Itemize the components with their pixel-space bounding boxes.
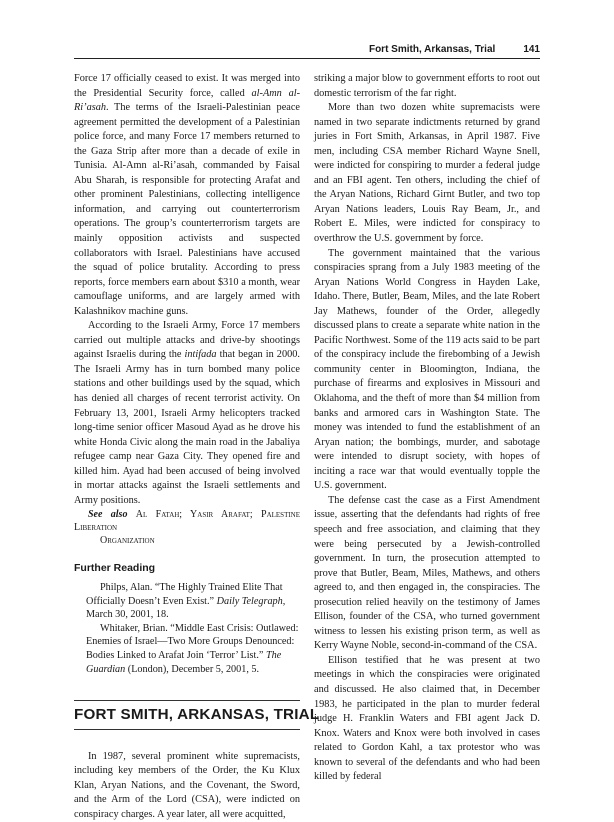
- body-paragraph: [74, 72, 300, 319]
- see-also-label: See also: [88, 509, 128, 521]
- text-run: that began in 2000. The Israeli Army has in turn bombed many police stations and other buildings used by the squad, which has denied all charges of recent terrorist activity. On February 13, 2001, Israeli Army helicopters tracked long-time senior officer Masoud Ayad as he drove his white Honda Civic along the main road in the Jabaliya refugee camp near Gaza City. They opened fire and killed him. Ayad had been accused of being involved in mortar attacks against the Israeli settlements and Army positions.: [74, 349, 300, 506]
- text-run: Whitaker, Brian. “Middle East Crisis: Outlawed: Enemies of Israel—Two More Groups Denounced: Bodies Linked to Arafat Join ‘Terror’ List.”: [86, 622, 299, 661]
- section-rule-top: [74, 700, 300, 701]
- reference-entry: [74, 581, 300, 622]
- italic-source: The Guardian: [86, 649, 282, 675]
- left-column: [74, 72, 320, 822]
- text-run: (London), December 5, 2001, 5.: [125, 663, 260, 675]
- body-paragraph: More than two dozen white supremacists were named in two separate indictments returned by grand juries in Fort Smith, Arkansas, in April 1987. Five men, including CSA member Richard Wayne Snell, were indicted for conspiring to murder a federal judge and an FBI agent. Ten others, including the chief of the Aryan Nations, Richard Girnt Butler, and two top Aryan Nations leaders, Louis Ray Beam, Jr., and Robert E. Miles, were indicted for conspiracy to overthrow the U.S. government by force.: [314, 102, 540, 245]
- italic-term: intifada: [184, 349, 217, 361]
- see-also-entries-continued: Organization: [100, 535, 155, 547]
- body-paragraph: striking a major blow to government efforts to root out domestic terrorism of the far right.: [314, 73, 540, 99]
- body-paragraph: The government maintained that the various conspiracies sprang from a July 1983 meeting of the Aryan Nations World Congress in Hayden Lake, Idaho. There, Butler, Beam, Miles, and the late Robert Jay Mathews, founder of the Order, allegedly discussed plans to create a separate white nation in the Pacific Northwest. Some of the 119 acts said to be part of the conspiracy include the firebombing of a Jewish community center in Bloomington, Indiana, the purchase of firearms and explosives in Missouri and Oklahoma, and the theft of more than $4 million from banks and armored cars in Washington State. The money was intended to fund the establishment of an Aryan nation; the bombings, murder, and sabotage were intended to disrupt society, with hopes of inciting a race war that would eventually topple the U.S. government.: [314, 247, 540, 492]
- running-head-title: Fort Smith, Arkansas, Trial: [368, 44, 496, 55]
- reference-entry: [74, 622, 300, 676]
- text-run: According to the Israeli Army, Force 17 members carried out multiple attacks and drive-by shootings against Israelis during the: [74, 320, 300, 361]
- body-paragraph: The defense cast the case as a First Amendment issue, asserting that the defendants had rights of free speech and free association, and claiming that they were being persecuted by a Jewish-controlled government. In turn, the prosecution attempted to prove that Butler, Beam, Miles, Mathews, and others agreed to, and then engaged in, the conspiracies. The prosecution relied heavily on the testimony of James Ellison, founder of the CSA, who turned government witness to lessen his existing prison term, as well as Kerry Wayne Noble, second-in-command of the CSA.: [314, 494, 540, 652]
- further-reading-heading: Further Reading: [74, 562, 156, 575]
- text-run: . The terms of the Israeli-Palestinian peace agreement permitted the development of a Palestinian police force, and many Force 17 members returned to the Gaza Strip after more than a decade of exile in Tunisia. Al-Amn al-Ri’asah, commanded by Faisal Abu Sharah, is responsible for protecting Arafat and other prominent Palestinians, collecting intelligence information, and carrying out counterterrorism operations. The group’s counterterrorism targets are mainly opposition activists and suspected collaborators with Israel. Palestinians have accused the squad of police brutality. According to press reports, force members earn about $310 a month, wear camouflage uniforms, and are largely armed with Kalashnikov machine guns.: [74, 102, 300, 317]
- text-run: Philps, Alan. “The Highly Trained Elite That Officially Doesn’t Even Exist.”: [86, 581, 283, 607]
- running-head: [74, 44, 540, 59]
- text-run: Force 17 officially ceased to exist. It was merged into the Presidential Security force, called: [74, 73, 300, 99]
- italic-term: al-Amn al-Ri’asah: [74, 87, 301, 114]
- italic-source: Daily Telegraph,: [216, 595, 286, 607]
- body-paragraph: [74, 319, 300, 508]
- page-number: 141: [523, 44, 540, 55]
- see-also: [74, 508, 300, 547]
- right-column: [314, 72, 540, 785]
- section-heading: FORT SMITH, ARKANSAS, TRIAL: [74, 706, 320, 724]
- body-paragraph: Ellison testified that he was present at two meetings in which the conspiracies were originated and discussed. He also claimed that, in December 1983, he participated in the plan to murder federal judge H. Franklin Waters and FBI agent Jack D. Knox. Waters and Knox were both involved in cases related to Gordon Kahl, a tax protestor who was known to several of the defendants and who had been killed by federal: [314, 654, 540, 783]
- section-rule-bottom: [74, 729, 300, 730]
- see-also-entries: Al Fatah; Yasir Arafat; Palestine Liberation: [74, 509, 301, 534]
- body-paragraph: In 1987, several prominent white supremacists, including key members of the Order, the Ku Klux Klan, Aryan Nations, and the Covenant, the Sword, and the Arm of the Lord (CSA), were indicted on conspiracy charges. A year later, all were acquitted,: [74, 750, 300, 820]
- text-run: March 30, 2001, 18.: [86, 609, 169, 621]
